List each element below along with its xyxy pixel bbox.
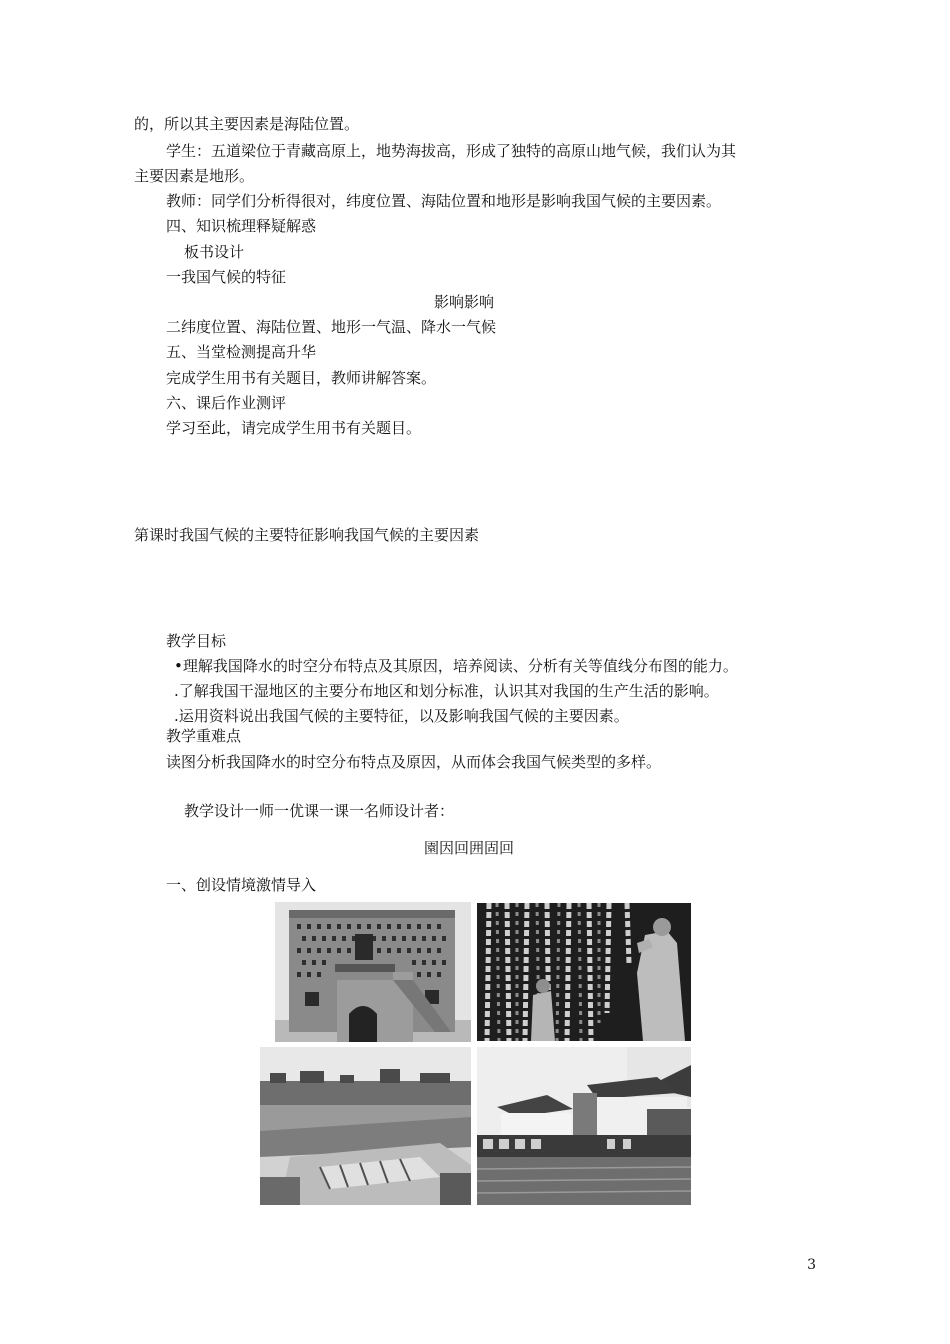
photo-grape-drying [477,903,691,1041]
objective-item: .了解我国干湿地区的主要分布地区和划分标准，认识其对我国的生产生活的影响。 [174,682,719,700]
photo-water-town [477,1047,691,1205]
text-line: 一我国气候的特征 [166,268,287,286]
section-heading: 教学目标 [166,632,227,650]
text-line: 教师：同学们分析得很对，纬度位置、海陆位置和地形是影响我国气候的主要因素。 [166,192,722,210]
text-line: 的，所以其主要因素是海陆位置。 [134,115,360,133]
text-line: 園因回囲固回 [424,839,515,857]
text-line: 二纬度位置、海陆位置、地形一气温、降水一气候 [166,318,497,336]
section-heading: 六、课后作业测评 [166,394,287,412]
text-line: 影响影响 [434,293,495,311]
photo-drying-house [275,902,471,1042]
text-line: 读图分析我国降水的时空分布特点及原因，从而体会我国气候类型的多样。 [166,753,662,771]
text-line: 完成学生用书有关题目，教师讲解答案。 [166,369,437,387]
text-line: 学生：五道梁位于青藏高原上，地势海拔高，形成了独特的高原山地气候，我们认为其 [166,142,737,160]
text-line: 学习至此，请完成学生用书有关题目。 [166,419,422,437]
text-line: 板书设计 [184,243,245,261]
lesson-title: 第课时我国气候的主要特征影响我国气候的主要因素 [134,526,480,544]
section-heading: 五、当堂检测提高升华 [166,343,317,361]
section-heading: 四、知识梳理释疑解惑 [166,217,317,235]
page-number: 3 [807,1257,816,1273]
text-line: 主要因素是地形。 [134,167,255,185]
text-line: 教学设计一师一优课一课一名师设计者： [184,802,455,820]
objective-item: •理解我国降水的时空分布特点及其原因，培养阅读、分析有关等值线分布图的能力。 [174,657,738,675]
objective-item: .运用资料说出我国气候的主要特征，以及影响我国气候的主要因素。 [174,707,629,725]
photo-town-rooftops [260,1047,471,1205]
section-heading: 教学重难点 [166,727,242,745]
section-heading: 一、创设情境激情导入 [166,876,317,894]
